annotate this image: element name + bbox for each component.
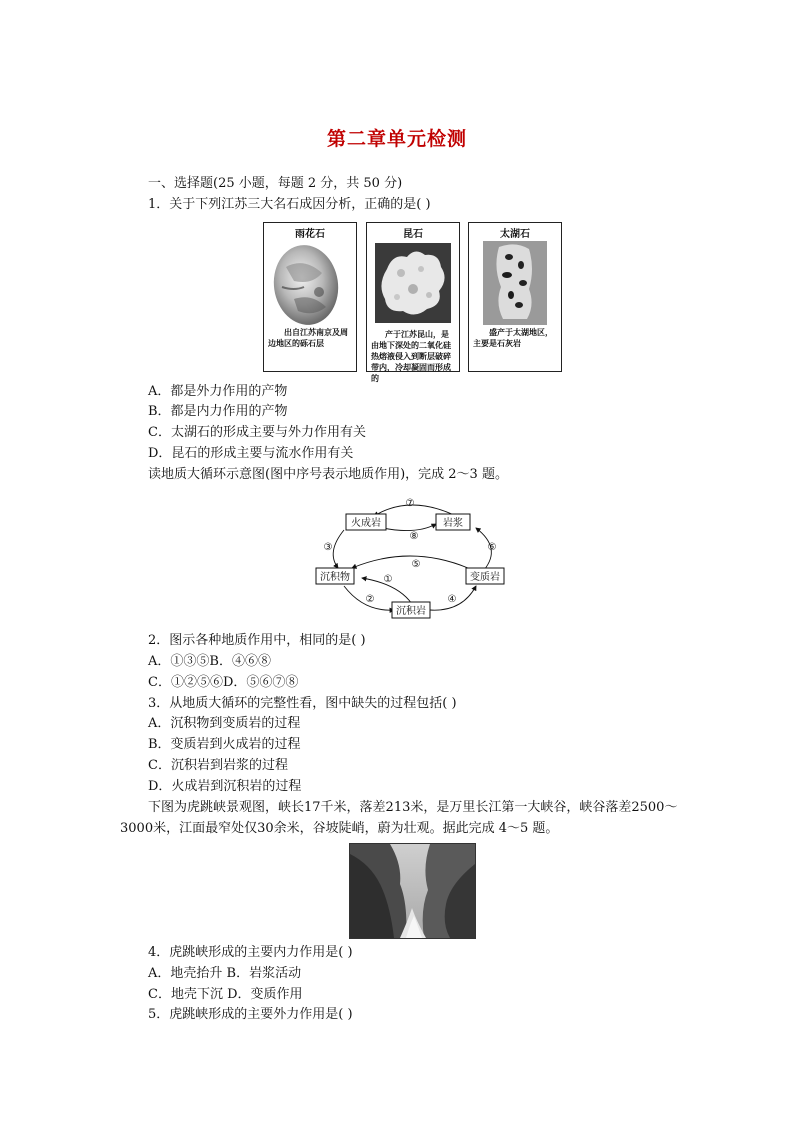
- process-3: ③: [323, 542, 333, 553]
- geologic-cycle-diagram: [314, 492, 510, 624]
- q3-option-c: C．沉积岩到岩浆的过程: [148, 758, 288, 773]
- node-igneous: 火成岩: [351, 518, 381, 529]
- stone-card-kunshi: [366, 222, 460, 383]
- question-3-stem: 3．从地质大循环的完整性看，图中缺失的过程包括( ): [148, 696, 457, 711]
- q1-option-c: C．太湖石的形成主要与外力作用有关: [148, 425, 366, 440]
- stone-name: 昆石: [403, 229, 423, 240]
- kunshi-image: [367, 239, 459, 329]
- question-4-stem: 4．虎跳峡形成的主要内力作用是( ): [148, 945, 353, 960]
- stone-name: 太湖石: [500, 229, 530, 240]
- node-magma: 岩浆: [443, 518, 463, 529]
- q1-option-d: D．昆石的形成主要与流水作用有关: [148, 446, 354, 461]
- stone-caption: 盛产于太湖地区，主要是石灰岩: [473, 327, 553, 348]
- process-7: ⑦: [405, 498, 415, 509]
- yuhuashi-image: [264, 237, 356, 337]
- process-1: ①: [383, 574, 393, 585]
- process-2: ②: [365, 594, 375, 605]
- process-6: ⑥: [487, 542, 497, 553]
- cycle-intro: 读地质大循环示意图(图中序号表示地质作用)，完成 2～3 题。: [148, 467, 508, 482]
- tiger-leaping-gorge-photo: [349, 843, 476, 939]
- q1-option-b: B．都是内力作用的产物: [148, 404, 288, 419]
- node-sedimentary: 沉积岩: [396, 606, 426, 617]
- process-8: ⑧: [409, 531, 419, 542]
- stone-card-yuhuashi: [263, 222, 357, 372]
- question-1-stem: 1．关于下列江苏三大名石成因分析，正确的是( ): [148, 197, 431, 212]
- q1-option-a: A．都是外力作用的产物: [148, 384, 288, 399]
- gorge-intro: 下图为虎跳峡景观图，峡长17千米，落差213米，是万里长江第一大峡谷，峡谷落差2500～3000米，江面最窄处仅30余米，谷坡陡峭，蔚为壮观。据此完成 4～5 题。: [120, 800, 678, 836]
- node-sediment: 沉积物: [320, 572, 350, 583]
- q4-option-cd: C．地壳下沉 D．变质作用: [148, 987, 303, 1002]
- stone-name: 雨花石: [295, 229, 325, 240]
- taihushi-image: [469, 239, 561, 329]
- node-metamorphic: 变质岩: [470, 572, 500, 583]
- stone-card-taihushi: [468, 222, 562, 372]
- q4-option-ab: A．地壳抬升 B．岩浆活动: [148, 966, 302, 981]
- process-5: ⑤: [411, 559, 421, 570]
- q2-option-ab: A．①③⑤B．④⑥⑧: [148, 654, 271, 669]
- process-4: ④: [447, 594, 457, 605]
- stone-caption: 产于江苏昆山，是由地下深处的二氧化硅热熔液侵入到断层破碎带内，冷却凝固而形成的: [371, 329, 451, 383]
- q2-option-cd: C．①②⑤⑥D．⑤⑥⑦⑧: [148, 675, 299, 690]
- q3-option-a: A．沉积物到变质岩的过程: [148, 716, 301, 731]
- stone-caption: 出自江苏南京及周边地区的砾石层: [268, 327, 348, 348]
- q3-option-d: D．火成岩到沉积岩的过程: [148, 779, 302, 794]
- section-heading: 一、选择题(25 小题，每题 2 分，共 50 分): [148, 176, 403, 191]
- page-title: 第二章单元检测: [326, 128, 467, 150]
- question-5-stem: 5．虎跳峡形成的主要外力作用是( ): [148, 1007, 353, 1022]
- q3-option-b: B．变质岩到火成岩的过程: [148, 737, 301, 752]
- question-2-stem: 2．图示各种地质作用中，相同的是( ): [148, 633, 366, 648]
